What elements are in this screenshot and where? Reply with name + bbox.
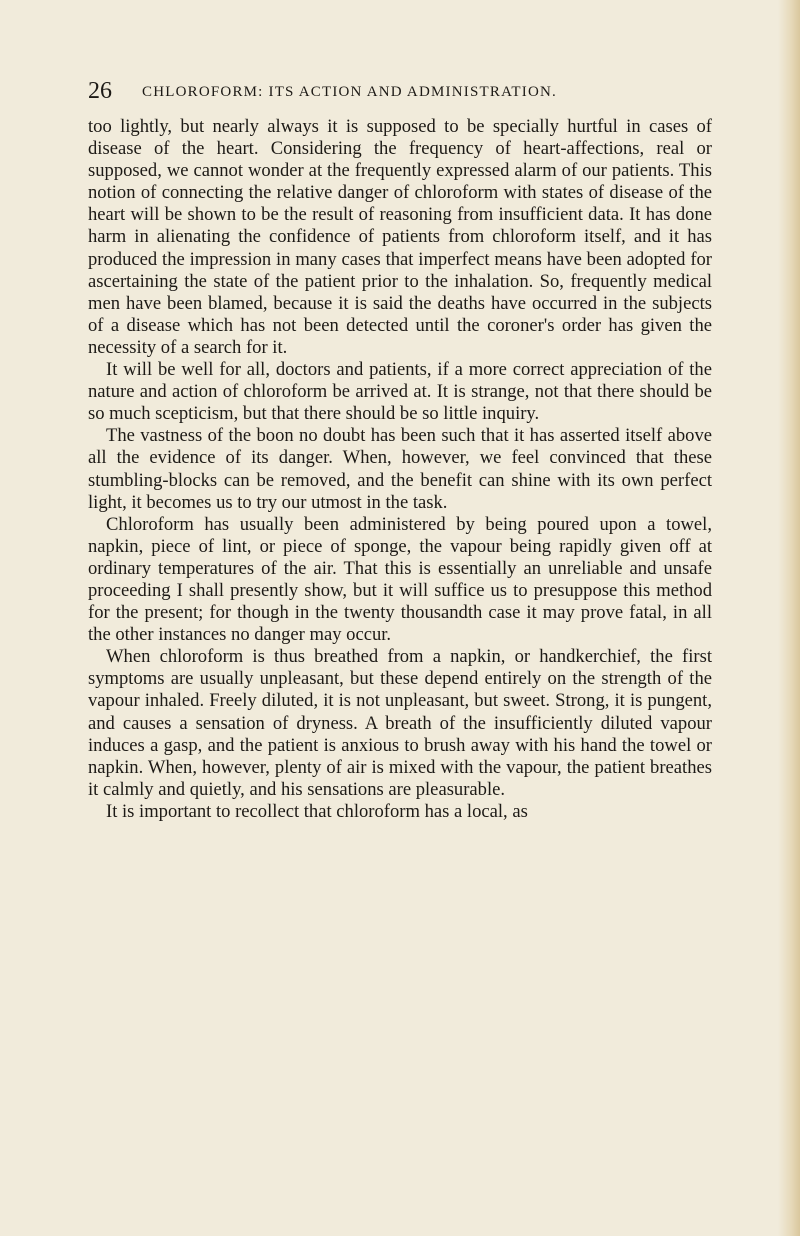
paragraph-correct-appreciation: It will be well for all, doctors and patients, if a more correct appreciation of the nature and action of chloroform be arrived at. It is strange, not that there should be so much scepticism, but that there should be so little inquiry. xyxy=(88,359,712,425)
page-edge-shadow xyxy=(778,0,800,1236)
book-page xyxy=(88,72,712,823)
page-number: 26 xyxy=(88,78,112,104)
paragraph-local-action: It is important to recollect that chloroform has a local, as xyxy=(106,800,528,822)
paragraph-vastness-of-boon: The vastness of the boon no doubt has been such that it has asserted itself above all the evidence of its danger. When, however, we feel convinced that these stumbling-blocks can be removed, and the benefit can shine with its own perfect light, it becomes us to try our utmost in the task. xyxy=(88,425,712,513)
paragraph-first-symptoms: When chloroform is thus breathed from a napkin, or handkerchief, the first symptoms are usually unpleasant, but these depend entirely on the strength of the vapour inhaled. Freely diluted, it is not unpleasant, but sweet. Strong, it is pungent, and causes a sensation of dryness. A breath of the insufficiently diluted vapour induces a gasp, and the patient is anxious to brush away with his hand the towel or napkin. When, however, plenty of air is mixed with the vapour, the patient breathes it calmly and quietly, and his sensations are pleasurable. xyxy=(88,646,712,800)
running-title: CHLOROFORM: ITS ACTION AND ADMINISTRATION. xyxy=(142,84,558,100)
paragraph-administration-method: Chloroform has usually been administered by being poured upon a towel, napkin, piece of lint, or piece of sponge, the vapour being rapidly given off at ordinary temperatures of the air. That this is essentially an unreliable and unsafe proceeding I shall presently show, but it will suffice us to presuppose this method for the present; for though in the twenty thousandth case it may prove fatal, in all the other instances no danger may occur. xyxy=(88,513,712,646)
body-text xyxy=(88,116,712,823)
paragraph-continued: too lightly, but nearly always it is supposed to be specially hurtful in cases of disease of the heart. Considering the frequency of heart-affections, real or supposed, we cannot wonder at the frequently expressed alarm of our patients. This notion of connecting the relative danger of chloroform with states of disease of the heart will be shown to be the result of reasoning from insufficient data. It has done harm in alienating the confidence of patients from chloroform itself, and it has produced the impression in many cases that imperfect means have been adopted for ascertaining the state of the patient prior to the inhalation. So, frequently medical men have been blamed, because it is said the deaths have occurred in the subjects of a disease which has not been detected until the coroner's order has given the necessity of a search for it. xyxy=(88,116,712,358)
page-header xyxy=(88,72,712,116)
